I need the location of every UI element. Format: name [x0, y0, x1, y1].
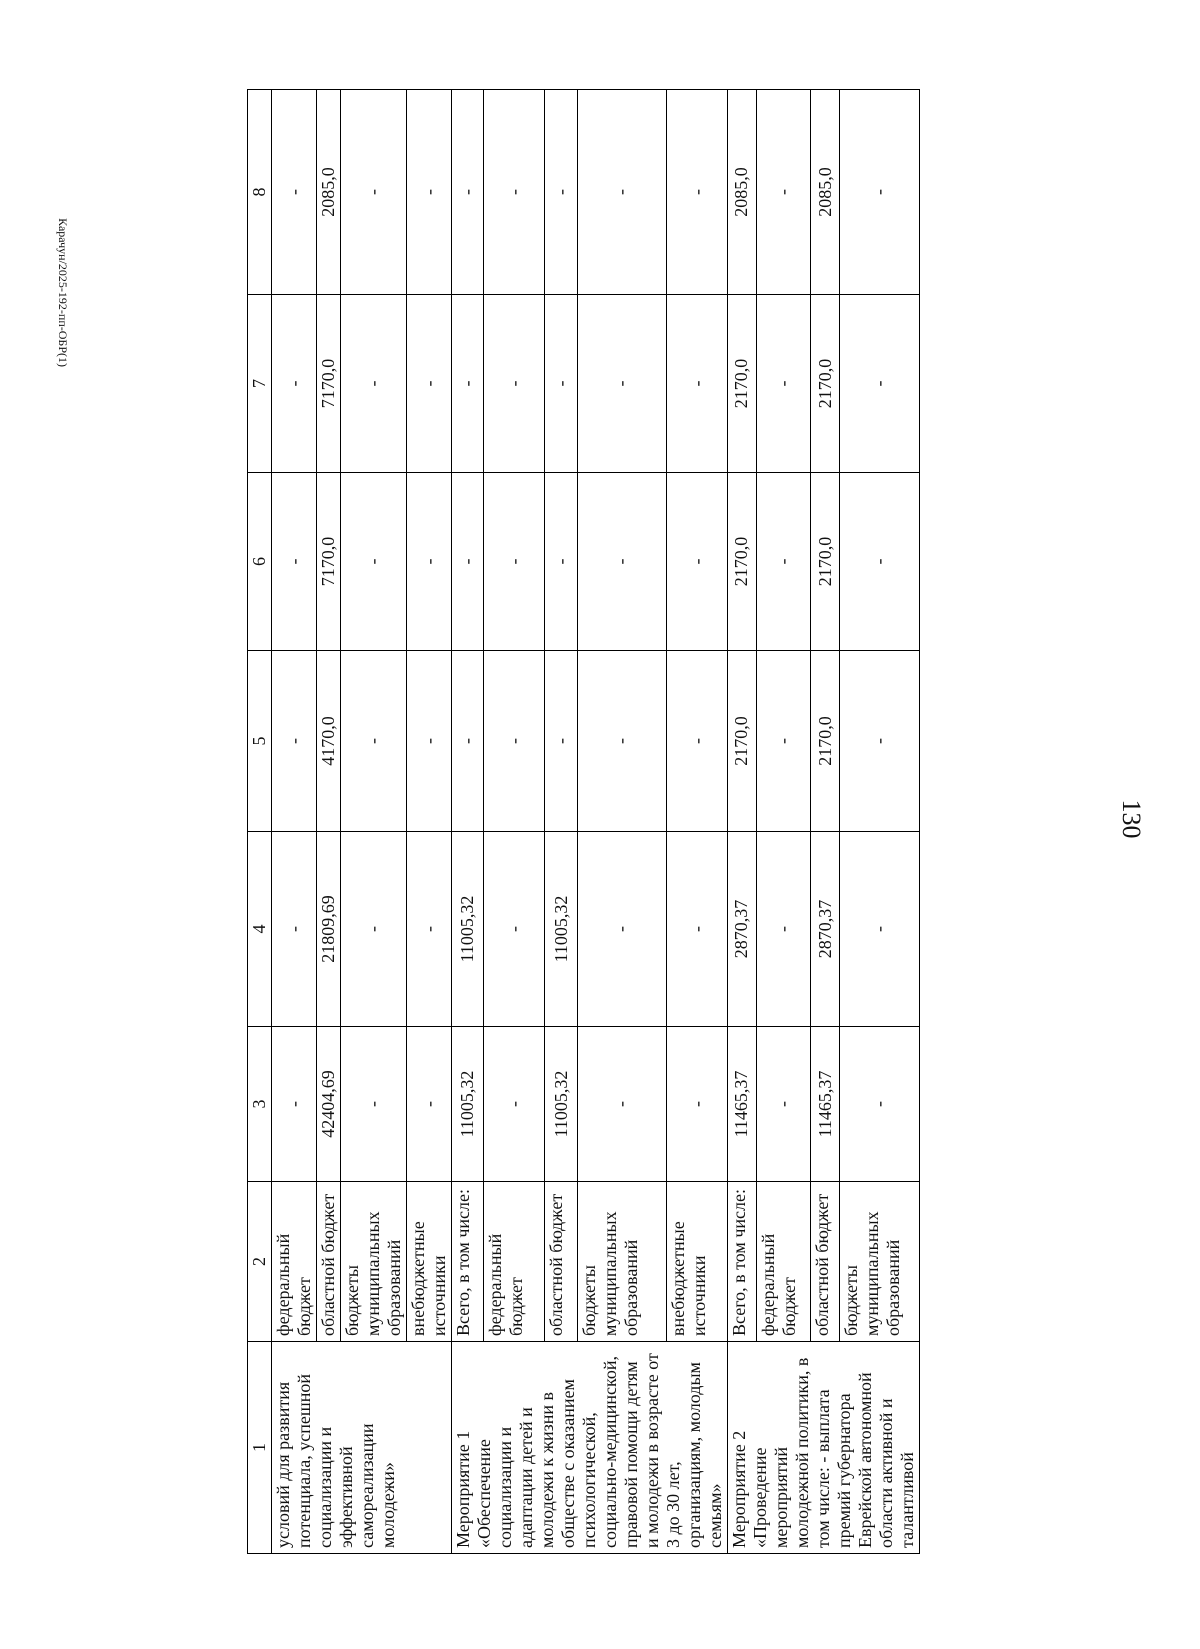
funding-source-cell: внебюджетные источники [407, 1182, 452, 1342]
funding-source-cell: бюджеты муниципальных образований [840, 1182, 920, 1342]
funding-source-cell: областной бюджет [317, 1182, 341, 1342]
amount-cell-col-4: - [756, 832, 810, 1027]
page-number: 130 [1117, 799, 1146, 839]
amount-cell-col-4: 11005,32 [545, 832, 577, 1027]
amount-cell-col-6: - [756, 473, 810, 651]
amount-cell-col-7: - [407, 295, 452, 473]
amount-cell-col-7: - [577, 295, 666, 473]
amount-cell-col-3: - [667, 1027, 728, 1182]
table-row [272, 90, 317, 1554]
amount-cell-col-4: - [407, 832, 452, 1027]
column-header-3: 3 [248, 1027, 272, 1182]
header-row [248, 90, 272, 1554]
amount-cell-col-7: - [667, 295, 728, 473]
event-name-cell: Мероприятие 1 «Обеспечение социализации и адаптации детей и молодежи к жизни в обществе с оказанием психологической, социально-медицинской, правовой помощи детям и молодежи в возрасте от 3 до 30 лет, организациям, молодым семьям» [452, 1342, 728, 1554]
amount-cell-col-3: 11465,37 [728, 1027, 757, 1182]
amount-cell-col-7: - [484, 295, 545, 473]
funding-source-cell: федеральный бюджет [484, 1182, 545, 1342]
amount-cell-col-8: - [272, 90, 317, 295]
amount-cell-col-7: 2170,0 [811, 295, 840, 473]
table-row [667, 90, 728, 1554]
amount-cell-col-6: - [407, 473, 452, 651]
column-header-2: 2 [248, 1182, 272, 1342]
amount-cell-col-7: - [272, 295, 317, 473]
amount-cell-col-6: 7170,0 [317, 473, 341, 651]
amount-cell-col-4: 2870,37 [728, 832, 757, 1027]
amount-cell-col-7: - [756, 295, 810, 473]
amount-cell-col-8: 2085,0 [317, 90, 341, 295]
amount-cell-col-3: - [756, 1027, 810, 1182]
amount-cell-col-4: 21809,69 [317, 832, 341, 1027]
table-row [341, 90, 407, 1554]
column-header-1: 1 [248, 1342, 272, 1554]
amount-cell-col-6: - [840, 473, 920, 651]
amount-cell-col-6: - [452, 473, 484, 651]
amount-cell-col-3: 11005,32 [545, 1027, 577, 1182]
column-header-8: 8 [248, 90, 272, 295]
amount-cell-col-4: 2870,37 [811, 832, 840, 1027]
amount-cell-col-5: - [407, 651, 452, 832]
amount-cell-col-8: - [407, 90, 452, 295]
amount-cell-col-6: - [272, 473, 317, 651]
amount-cell-col-7: - [545, 295, 577, 473]
amount-cell-col-6: - [667, 473, 728, 651]
table-row [811, 90, 840, 1554]
table-row [545, 90, 577, 1554]
funding-source-cell: внебюджетные источники [667, 1182, 728, 1342]
funding-source-cell: федеральный бюджет [272, 1182, 317, 1342]
table-row [317, 90, 341, 1554]
funding-source-cell: федеральный бюджет [756, 1182, 810, 1342]
amount-cell-col-3: - [407, 1027, 452, 1182]
table-row [452, 90, 484, 1554]
amount-cell-col-8: - [577, 90, 666, 295]
amount-cell-col-3: 11005,32 [452, 1027, 484, 1182]
amount-cell-col-5: - [577, 651, 666, 832]
amount-cell-col-4: 11005,32 [452, 832, 484, 1027]
amount-cell-col-4: - [577, 832, 666, 1027]
amount-cell-col-3: - [272, 1027, 317, 1182]
amount-cell-col-6: - [484, 473, 545, 651]
amount-cell-col-3: 42404,69 [317, 1027, 341, 1182]
amount-cell-col-7: 2170,0 [728, 295, 757, 473]
amount-cell-col-5: - [272, 651, 317, 832]
amount-cell-col-6: 2170,0 [728, 473, 757, 651]
amount-cell-col-6: - [545, 473, 577, 651]
document-code: Карачун/2025-192-пп-ОБР(1) [56, 218, 70, 367]
amount-cell-col-5: - [452, 651, 484, 832]
amount-cell-col-4: - [272, 832, 317, 1027]
amount-cell-col-4: - [667, 832, 728, 1027]
table-row [756, 90, 810, 1554]
amount-cell-col-7: 7170,0 [317, 295, 341, 473]
funding-source-cell: бюджеты муниципальных образований [577, 1182, 666, 1342]
amount-cell-col-3: - [484, 1027, 545, 1182]
funding-source-cell: Всего, в том числе: [452, 1182, 484, 1342]
amount-cell-col-6: - [341, 473, 407, 651]
column-header-5: 5 [248, 651, 272, 832]
amount-cell-col-6: - [577, 473, 666, 651]
funding-source-cell: областной бюджет [811, 1182, 840, 1342]
amount-cell-col-6: 2170,0 [811, 473, 840, 651]
amount-cell-col-5: - [756, 651, 810, 832]
amount-cell-col-8: 2085,0 [811, 90, 840, 295]
amount-cell-col-7: - [840, 295, 920, 473]
amount-cell-col-4: - [840, 832, 920, 1027]
table-row [407, 90, 452, 1554]
amount-cell-col-8: - [545, 90, 577, 295]
funding-source-cell: областной бюджет [545, 1182, 577, 1342]
amount-cell-col-5: - [545, 651, 577, 832]
amount-cell-col-5: - [484, 651, 545, 832]
amount-cell-col-8: - [341, 90, 407, 295]
amount-cell-col-7: - [341, 295, 407, 473]
amount-cell-col-5: - [341, 651, 407, 832]
amount-cell-col-8: - [484, 90, 545, 295]
event-name-cell: Мероприятие 2 «Проведение мероприятий молодежной политики, в том числе: - выплата премий губернатора Еврейской автономной области активной и талантливой [728, 1342, 920, 1554]
budget-table [247, 89, 920, 1554]
column-header-7: 7 [248, 295, 272, 473]
amount-cell-col-8: - [667, 90, 728, 295]
amount-cell-col-8: - [840, 90, 920, 295]
table-row [484, 90, 545, 1554]
amount-cell-col-5: 4170,0 [317, 651, 341, 832]
amount-cell-col-8: 2085,0 [728, 90, 757, 295]
funding-source-cell: бюджеты муниципальных образований [341, 1182, 407, 1342]
amount-cell-col-8: - [756, 90, 810, 295]
amount-cell-col-7: - [452, 295, 484, 473]
table-row [840, 90, 920, 1554]
amount-cell-col-5: - [667, 651, 728, 832]
column-header-4: 4 [248, 832, 272, 1027]
table-row [728, 90, 757, 1554]
amount-cell-col-4: - [484, 832, 545, 1027]
amount-cell-col-4: - [341, 832, 407, 1027]
amount-cell-col-3: - [577, 1027, 666, 1182]
event-name-cell: условий для развития потенциала, успешной социализации и эффективной самореализации молодежи» [272, 1342, 452, 1554]
amount-cell-col-5: 2170,0 [811, 651, 840, 832]
table-row [577, 90, 666, 1554]
amount-cell-col-5: - [840, 651, 920, 832]
amount-cell-col-3: 11465,37 [811, 1027, 840, 1182]
budget-table-body [272, 90, 920, 1554]
funding-source-cell: Всего, в том числе: [728, 1182, 757, 1342]
amount-cell-col-8: - [452, 90, 484, 295]
amount-cell-col-3: - [341, 1027, 407, 1182]
amount-cell-col-3: - [840, 1027, 920, 1182]
amount-cell-col-5: 2170,0 [728, 651, 757, 832]
column-header-6: 6 [248, 473, 272, 651]
